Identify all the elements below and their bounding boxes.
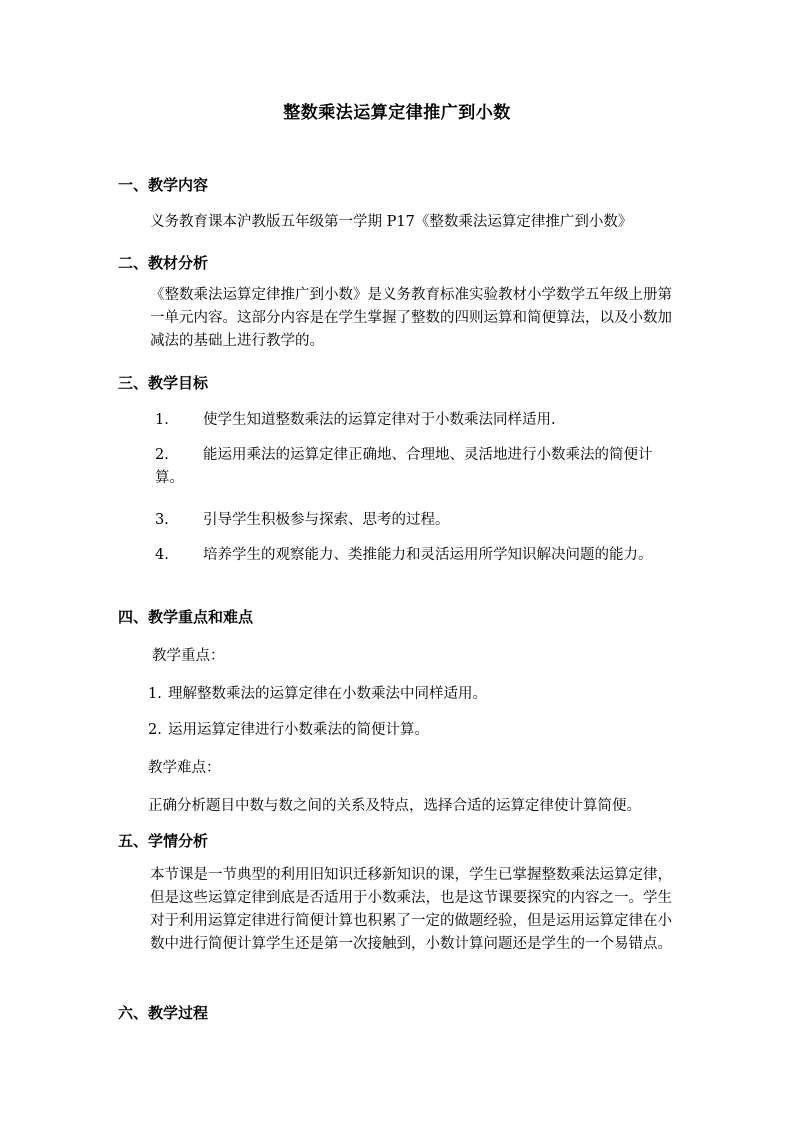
focus-item (148, 682, 487, 703)
goal-item (155, 544, 679, 567)
goal-item (155, 444, 679, 490)
content-text: 义务教育课本沪教版五年级第一学期 P17《整数乘法运算定律推广到小数》 (150, 214, 633, 230)
goal-item (155, 408, 556, 429)
analysis-text: 《整数乘法运算定律推广到小数》是义务教育标准实验教材小学数学五年级上册第一单元内容。这部分内容是在学生掌握了整数的四则运算和简便算法，以及小数加减法的基础上进行教学的。 (150, 287, 672, 349)
focus-number: 1. (148, 686, 162, 702)
section-heading-key-points: 四、教学重点和难点 (118, 608, 254, 626)
focus-text: 理解整数乘法的运算定律在小数乘法中同样适用。 (168, 686, 487, 702)
focus-label: 教学重点： (152, 648, 225, 664)
document-title: 整数乘法运算定律推广到小数 (283, 103, 511, 123)
goal-number: 2. (155, 447, 169, 463)
goal-text: 培养学生的观察能力、类推能力和灵活运用所学知识解决问题的能力。 (203, 547, 653, 563)
goal-text: 能运用乘法的运算定律正确地、合理地、灵活地进行小数乘法的简便计算。 (155, 447, 653, 486)
goal-number: 4. (155, 547, 169, 563)
section-heading-content: 一、教学内容 (118, 176, 209, 194)
goal-text: 使学生知道整数乘法的运算定律对于小数乘法同样适用. (203, 412, 556, 428)
goal-number: 3. (155, 512, 169, 528)
section-heading-goals: 三、教学目标 (118, 374, 209, 392)
focus-text: 运用运算定律进行小数乘法的简便计算。 (168, 722, 429, 738)
section-heading-students: 五、学情分析 (118, 832, 209, 850)
focus-number: 2. (148, 722, 162, 738)
goal-item (155, 508, 450, 529)
difficulty-text: 正确分析题目中数与数之间的关系及特点，选择合适的运算定律使计算简便。 (148, 798, 641, 814)
goal-text: 引导学生积极参与探索、思考的过程。 (203, 512, 450, 528)
students-text: 本节课是一节典型的利用旧知识迁移新知识的课，学生已掌握整数乘法运算定律，但是这些运算定律到底是否适用于小数乘法，也是这节课要探究的内容之一。学生对于利用运算定律进行简便计算也积累了一定的做题经验，但是运用运算定律在小数中进行简便计算学生还是第一次接触到，小数计算问题还是学生的一个易错点。 (150, 867, 672, 952)
focus-item (148, 718, 429, 739)
section-heading-process: 六、教学过程 (118, 1004, 209, 1022)
section-heading-analysis: 二、教材分析 (118, 254, 209, 272)
goal-number: 1. (155, 412, 169, 428)
difficulty-label: 教学难点： (148, 760, 221, 776)
